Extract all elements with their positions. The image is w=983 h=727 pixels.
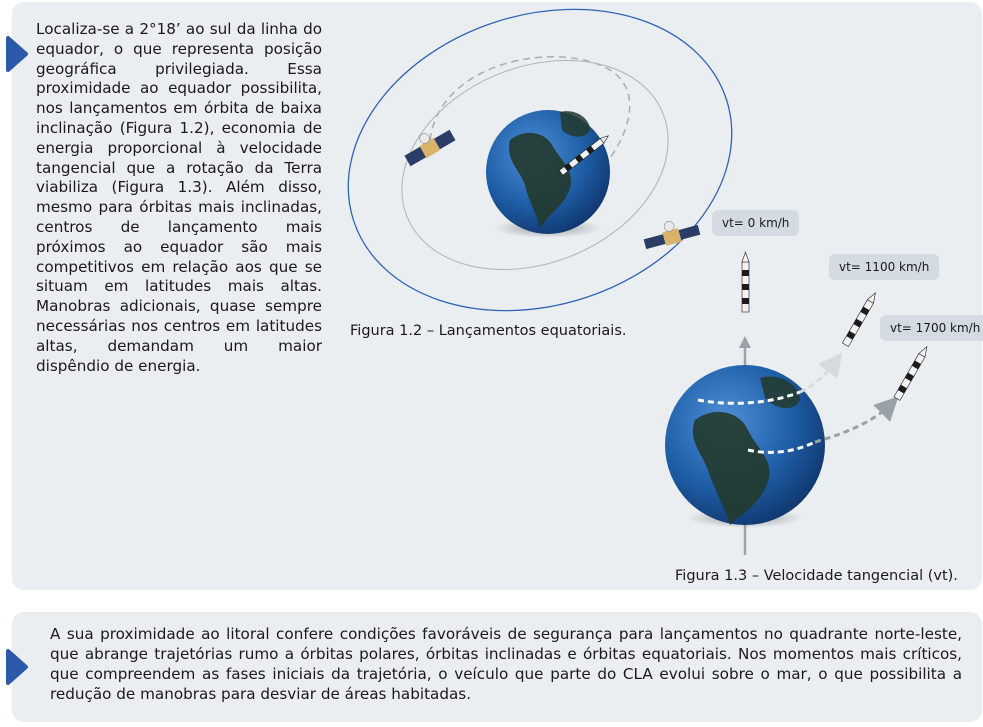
figure-1-2-illustration: [309, 0, 771, 358]
satellite-icon: [641, 214, 701, 251]
velocity-label-0: vt= 0 km/h: [712, 210, 799, 236]
bullet-marker-icon: [8, 651, 26, 683]
velocity-label-1700: vt= 1700 km/h: [880, 315, 983, 341]
intro-paragraph: Localiza-se a 2°18’ ao sul da linha do equador, o que representa posição geográfica privilegiada. Essa proximidade ao equador possibilita, nos lançamentos em órbita de baixa inclinação (Figura 1.2), economia de energia proporcional à velocidade tangencial que a rotação da Terra viabiliza (Figura 1.3). Além disso, mesmo para órbitas mais inclinadas, centros de lançamento mais próximos ao equador são mais competitivos em relação aos que se situam em latitudes mais altas. Manobras adicionais, quase sempre necessárias nos centros em latitudes altas, demandam um maior dispêndio de energia.: [36, 20, 322, 375]
rocket-icon: [894, 345, 930, 400]
bullet-marker-icon: [8, 38, 26, 70]
figure-1-3-caption: Figura 1.3 – Velocidade tangencial (vt).: [675, 568, 958, 584]
velocity-label-1100: vt= 1100 km/h: [829, 254, 939, 280]
coastal-paragraph: A sua proximidade ao litoral confere condições favoráveis de segurança para lançamentos no quadrante norte-leste, que abrange trajetórias rumo a órbitas polares, órbitas inclinadas e órbitas equatoriais. Nos momentos mais críticos, que compreendem as fases iniciais da trajetória, o veículo que parte do CLA evolui sobre o mar, o que possibilita a redução de manobras para desviar de áreas habitadas.: [50, 625, 962, 703]
rocket-icon: [742, 252, 749, 312]
figure-1-2-caption: Figura 1.2 – Lançamentos equatoriais.: [350, 323, 627, 339]
figure-1-3-illustration: [665, 252, 930, 555]
rocket-icon: [842, 291, 878, 346]
satellite-icon: [399, 121, 456, 167]
